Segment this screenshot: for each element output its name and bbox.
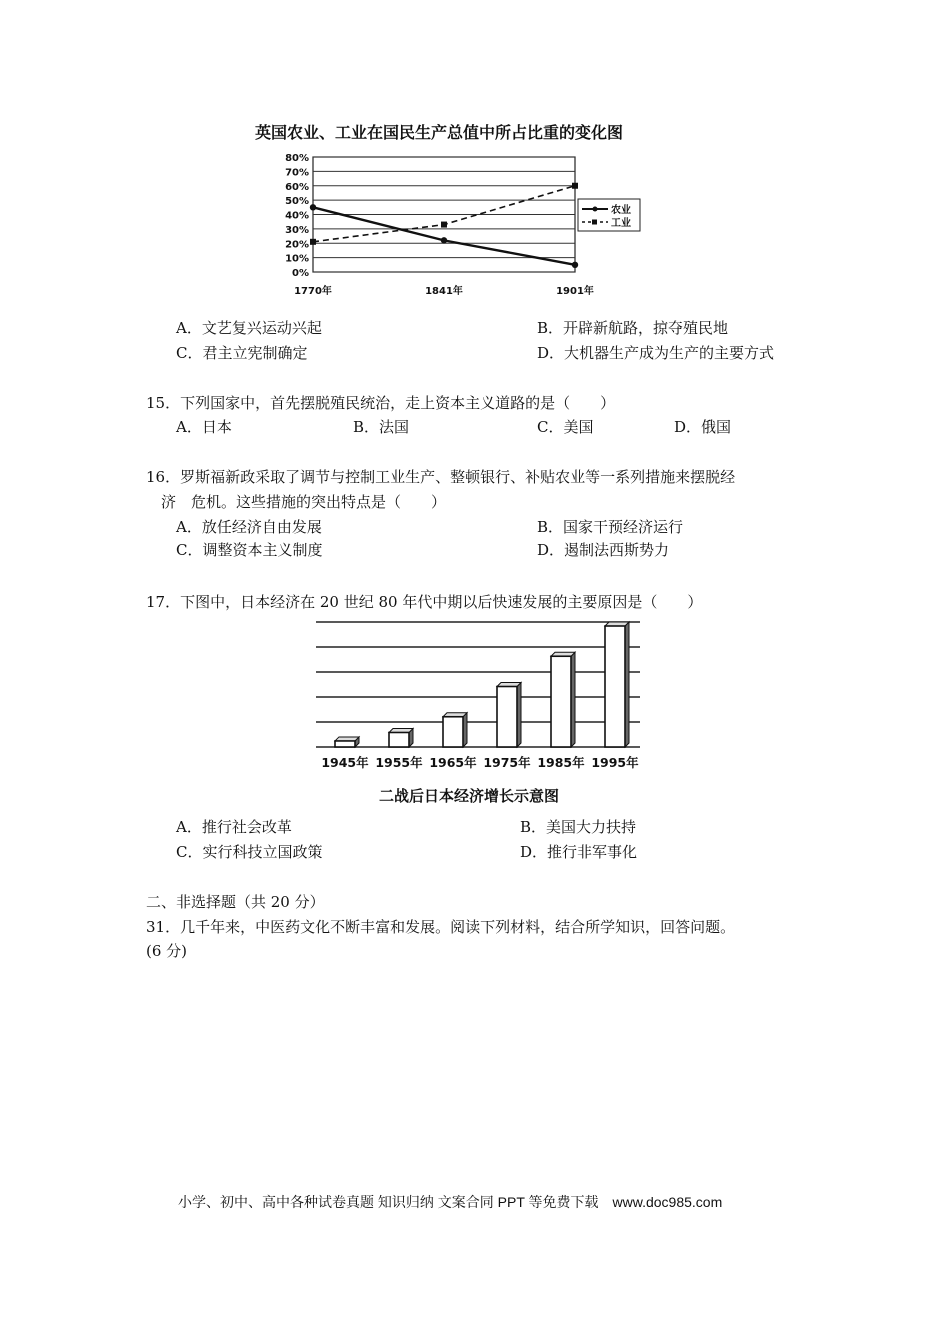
chart1-point-agriculture [572,262,578,268]
chart1-y-tick-label: 50% [285,196,309,208]
q16-stem-line1: 16．罗斯福新政采取了调节与控制工业生产、整顿银行、补贴农业等一系列措施来摆脱经 [146,468,736,486]
chart1-y-tick-label: 70% [285,167,309,179]
chart2-bar [443,717,463,747]
chart1-point-agriculture [441,237,447,243]
chart1-y-tick-label: 20% [285,239,309,251]
chart1-legend-marker [593,207,598,212]
q15-option-d[interactable]: D．俄国 [674,418,732,436]
chart1-point-industry [441,222,447,228]
chart2-x-tick-label: 1945年 [321,755,369,770]
page-footer: 小学、初中、高中各种试卷真题 知识归纳 文案合同 PPT 等免费下载 www.doc985.com [178,1194,723,1210]
chart1-series-industry-line [313,186,575,242]
q17-option-c[interactable]: C．实行科技立国政策 [176,843,323,861]
q14-option-a[interactable]: A．文艺复兴运动兴起 [176,319,322,337]
q16-stem-line2: 济 危机。这些措施的突出特点是（ ） [161,493,447,511]
chart2-bar [389,732,409,747]
chart1-series-agriculture-line [313,207,575,265]
chart1-y-tick-label: 40% [285,210,309,222]
q31-stem-line1: 31．几千年来，中医药文化不断丰富和发展。阅读下列材料，结合所学知识，回答问题。 [146,918,736,936]
chart1-x-tick-label: 1841年 [425,286,463,297]
chart2-x-tick-label: 1955年 [375,755,423,770]
chart1-point-industry [310,239,316,245]
chart2-bar-chart [310,612,650,772]
chart2-caption: 二战后日本经济增长示意图 [379,787,560,805]
q15-stem: 15．下列国家中，首先摆脱殖民统治，走上资本主义道路的是（ ） [146,394,616,412]
chart1-y-tick-label: 0% [292,268,309,279]
q14-option-c[interactable]: C．君主立宪制确定 [176,344,308,362]
chart2-x-tick-label: 1975年 [483,755,531,770]
q15-option-c[interactable]: C．美国 [537,418,594,436]
q17-stem: 17．下图中，日本经济在 20 世纪 80 年代中期以后快速发展的主要原因是（ ） [146,593,703,611]
chart1-y-tick-label: 10% [285,253,309,265]
chart1-line-chart [275,145,655,305]
q16-option-b[interactable]: B．国家干预经济运行 [537,518,684,536]
chart1-y-tick-label: 30% [285,224,309,236]
chart2-bar [605,626,625,747]
chart1-point-industry [572,183,578,189]
q16-option-a[interactable]: A．放任经济自由发展 [176,518,322,536]
q14-option-b[interactable]: B．开辟新航路，掠夺殖民地 [537,319,729,337]
section2-heading: 二、非选择题（共 20 分） [146,893,325,911]
chart1-x-tick-label: 1770年 [294,286,332,297]
q16-option-c[interactable]: C．调整资本主义制度 [176,541,323,559]
chart1-x-tick-label: 1901年 [556,286,594,297]
chart1-legend-label: 农业 [611,205,631,216]
q14-option-d[interactable]: D．大机器生产成为生产的主要方式 [537,344,775,362]
chart1-y-tick-label: 60% [285,181,309,193]
chart2-bar [497,687,517,748]
q17-option-b[interactable]: B．美国大力扶持 [520,818,637,836]
chart1-title: 英国农业、工业在国民生产总值中所占比重的变化图 [255,123,624,142]
q16-option-d[interactable]: D．遏制法西斯势力 [537,541,670,559]
chart1-point-agriculture [310,204,316,210]
q15-option-b[interactable]: B．法国 [353,418,410,436]
chart2-bar [551,656,571,747]
chart2-bar [335,741,355,747]
chart2-x-tick-label: 1995年 [591,755,639,770]
chart2-x-tick-label: 1965年 [429,755,477,770]
q31-stem-line2: (6 分) [146,942,188,960]
q17-option-d[interactable]: D．推行非军事化 [520,843,638,861]
q17-option-a[interactable]: A．推行社会改革 [176,818,292,836]
chart2-x-tick-label: 1985年 [537,755,585,770]
q15-option-a[interactable]: A．日本 [176,418,232,436]
chart1-legend-label: 工业 [611,218,631,229]
chart1-legend-marker [592,220,597,225]
chart1-y-tick-label: 80% [285,153,309,164]
